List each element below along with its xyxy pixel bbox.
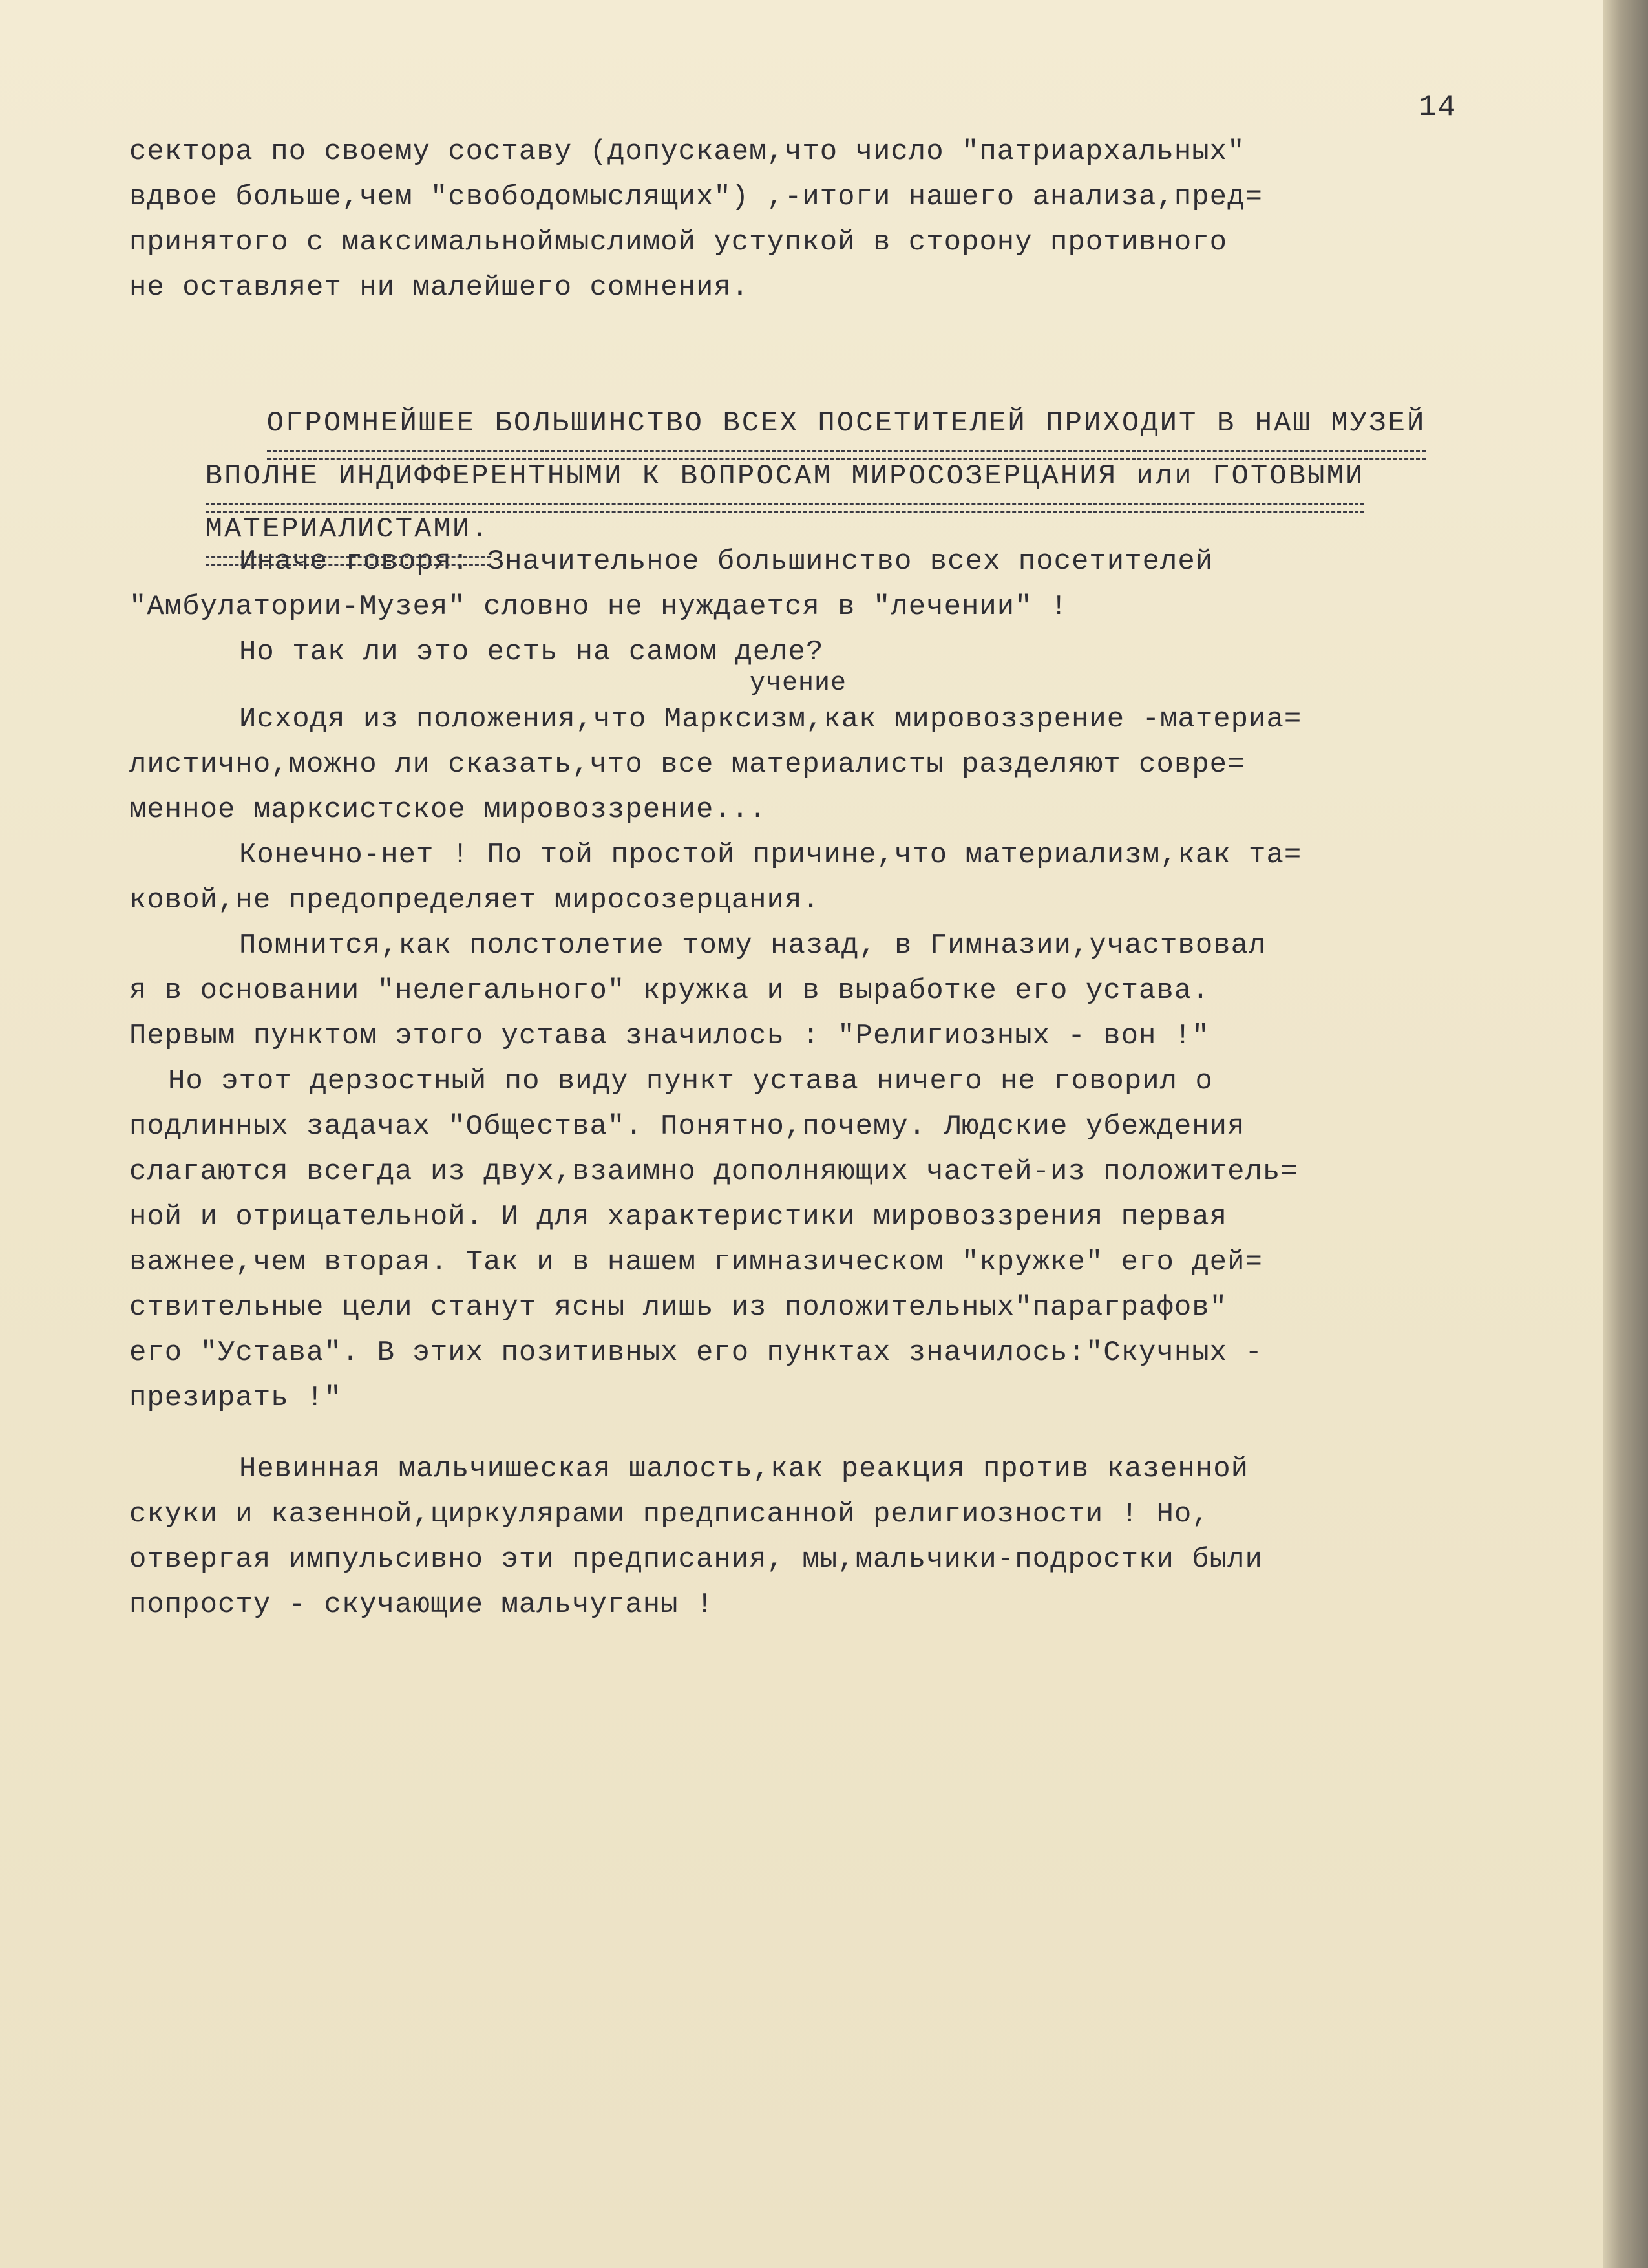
emphasis-text: МАТЕРИАЛИСТАМИ.	[206, 507, 491, 552]
text-line: Но этот дерзостный по виду пункт устава ничего не говорил о	[168, 1065, 1213, 1097]
text-line: ной и отрицательной. И для характеристики мировоззрения первая	[129, 1201, 1228, 1233]
text-line: листично,можно ли сказать,что все материалисты разделяют совре=	[129, 748, 1245, 781]
text-line: не оставляет ни малейшего сомнения.	[129, 271, 750, 304]
text-line: принятого с максимальноймыслимой уступкой в сторону противного	[129, 226, 1228, 259]
text-line: Конечно-нет ! По той простой причине,что материализм,как та=	[239, 839, 1302, 871]
text-line: слагаются всегда из двух,взаимно дополняющих частей-из положитель=	[129, 1156, 1298, 1188]
text-line: "Амбулатории-Музея" словно не нуждается в "лечении" !	[129, 591, 1068, 623]
page-edge	[1603, 0, 1648, 2268]
text-line: я в основании "нелегального" кружка и в выработке его устава.	[129, 975, 1210, 1007]
text-line: важнее,чем вторая. Так и в нашем гимназическом "кружке" его дей=	[129, 1246, 1263, 1278]
text-line: попросту - скучающие мальчуганы !	[129, 1589, 714, 1621]
text-line: менное марксистское мировоззрение...	[129, 794, 767, 826]
text-line: ковой,не предопределяет миросозерцания.	[129, 884, 820, 917]
text-line: сектора по своему составу (допускаем,что число "патриархальных"	[129, 136, 1245, 168]
emphasis-text: ОГРОМНЕЙШЕЕ БОЛЬШИНСТВО ВСЕХ ПОСЕТИТЕЛЕЙ ПРИХОДИТ В НАШ МУЗЕЙ	[267, 401, 1426, 446]
emphasis-text: ВПОЛНЕ ИНДИФФЕРЕНТНЫМИ К ВОПРОСАМ МИРОСОЗЕРЦАНИЯ или ГОТОВЫМИ	[206, 454, 1365, 499]
text-line: ствительные цели станут ясны лишь из положительных"параграфов"	[129, 1291, 1228, 1324]
handwritten-insert: учение	[750, 669, 847, 698]
text-line: вдвое больше,чем "свободомыслящих") ,-итоги нашего анализа,пред=	[129, 181, 1263, 213]
text-line: Невинная мальчишеская шалость,как реакция против казенной	[239, 1453, 1249, 1485]
text-line: отвергая импульсивно эти предписания, мы,мальчики-подростки были	[129, 1543, 1263, 1576]
typed-text-body	[129, 129, 1558, 1627]
text-line: Иначе говоря: Значительное большинство всех посетителей	[239, 546, 1214, 578]
page-number: 14	[1419, 90, 1457, 124]
text-line: Первым пунктом этого устава значилось : "Религиозных - вон !"	[129, 1020, 1210, 1052]
paragraph-gap	[129, 310, 1558, 355]
text-line: Но так ли это есть на самом деле?	[239, 636, 824, 668]
text-line: Помнится,как полстолетие тому назад, в Гимназии,участвовал	[239, 929, 1267, 962]
text-line: презирать !"	[129, 1382, 342, 1414]
text-line: его "Устава". В этих позитивных его пунктах значилось:"Скучных -	[129, 1337, 1263, 1369]
emphasis-line	[129, 355, 1558, 440]
text-line: Исходя из положения,что Марксизм,как мировоззрение -материа=	[239, 703, 1302, 736]
text-line: скуки и казенной,циркулярами предписанной религиозности ! Но,	[129, 1498, 1210, 1531]
text-line: подлинных задачах "Общества". Понятно,почему. Людские убеждения	[129, 1110, 1245, 1143]
paragraph-gap	[129, 1421, 1558, 1447]
